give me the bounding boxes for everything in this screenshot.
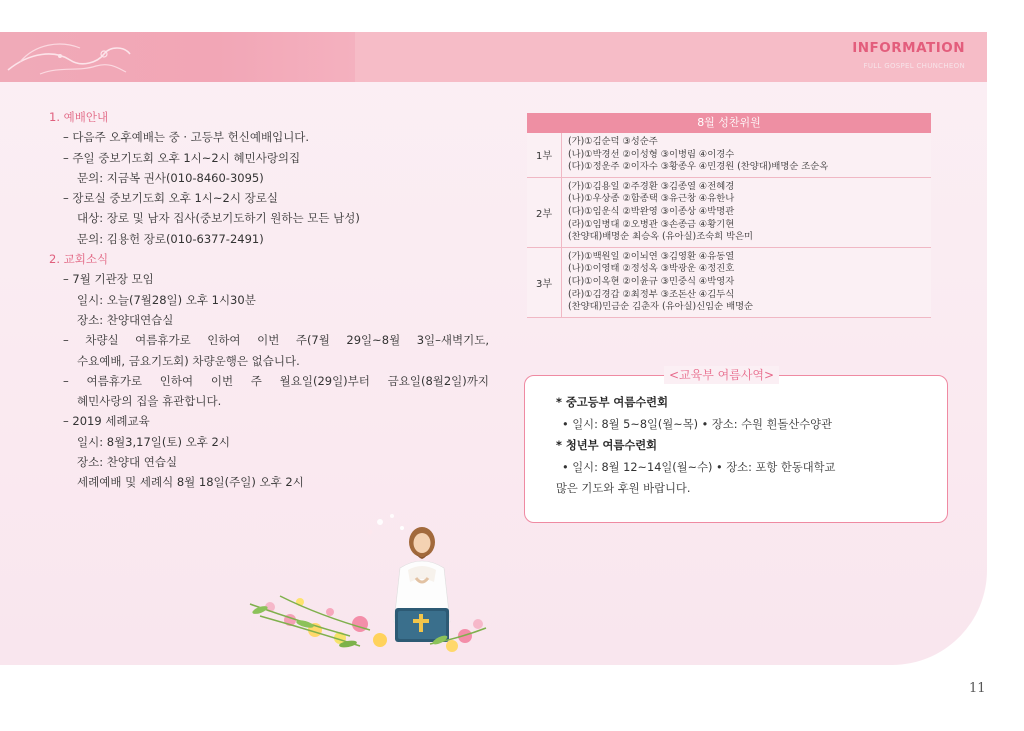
section-title: 2. 교회소식 [49, 252, 109, 267]
notice-line: – 차량실 여름휴가로 인하여 이번 주(7월 29일~8월 3일–새벽기도, [63, 333, 489, 348]
page-header [0, 32, 987, 82]
notice-line: 혜민사랑의 집을 휴관합니다. [77, 394, 222, 409]
row-line: (다)①정운주 ②이자수 ③황종우 ④민경원 (찬양대)배명순 조순옥 [568, 161, 829, 173]
row-line: (가)①백원일 ②이뇌연 ③김영환 ④유동열 [568, 250, 735, 262]
notice-line: 대상: 장로 및 남자 집사(중보기도하기 원하는 모든 남성) [77, 211, 360, 226]
row-label: 2부 [527, 178, 562, 247]
table-row [527, 248, 931, 318]
retreat-detail: • 일시: 8월 5~8일(월~목) • 장소: 수원 흰돌산수양관 [562, 417, 832, 431]
row-line: (찬양대)민금순 김춘자 (유아실)신임순 배명순 [568, 301, 754, 313]
jesus-figure-icon [394, 527, 450, 622]
notice-line: – 다음주 오후예배는 중 · 고등부 헌신예배입니다. [63, 130, 310, 145]
row-line: (가)①김순덕 ③성순주 [568, 136, 658, 147]
row-line: (찬양대)배명순 최승옥 (유아실)조숙희 박은미 [568, 231, 754, 243]
row-content [562, 248, 931, 317]
notice-line: – 2019 세례교육 [63, 414, 150, 429]
header-band-left [0, 32, 355, 82]
row-content [562, 178, 931, 247]
retreat-detail: • 일시: 8월 12~14일(월~수) • 장소: 포항 한동대학교 [562, 460, 836, 474]
row-line: (가)①김용일 ②주경환 ③김종열 ④전혜경 [568, 180, 735, 192]
jesus-with-flowers-illustration [230, 512, 490, 656]
page-number: 11 [969, 681, 986, 696]
notice-line: 장소: 찬양대 연습실 [77, 455, 178, 470]
notice-line: 장소: 찬양대연습실 [77, 312, 174, 327]
table-row [527, 133, 931, 178]
swirl-ornament-icon [0, 32, 150, 82]
row-line: (나)①박경선 ②이성형 ③이병림 ④이경수 [568, 148, 735, 160]
row-line: (다)①임운식 ②박완영 ③이종상 ④박명관 [568, 205, 735, 217]
notice-line: 문의: 김용헌 장로(010-6377-2491) [77, 231, 264, 246]
notice-line: 문의: 지금복 권사(010-8460-3095) [77, 170, 264, 185]
communion-committee-table [527, 113, 931, 318]
table-title: 8월 성찬위원 [527, 113, 931, 133]
flower-bouquet-icon [250, 596, 486, 652]
summer-box-title-row [524, 366, 949, 384]
retreat-heading: * 청년부 여름수련회 [556, 439, 658, 452]
summer-box-title: <교육부 여름사역> [664, 366, 779, 384]
row-line: (라)①임병대 ②오병관 ③손종금 ④황기현 [568, 218, 735, 230]
row-label: 3부 [527, 248, 562, 317]
closing-note: 많은 기도와 후원 바랍니다. [556, 482, 691, 495]
table-row [527, 178, 931, 248]
notice-line: 수요예배, 금요기도회) 차량운행은 없습니다. [77, 353, 300, 368]
notice-line: – 7월 기관장 모임 [63, 272, 154, 287]
header-subtitle: FULL GOSPEL CHUNCHEON [863, 62, 965, 70]
row-label: 1부 [527, 133, 562, 177]
row-line: (다)①이옥현 ②이윤규 ③민중식 ④박영자 [568, 275, 735, 287]
summer-box-content [556, 392, 835, 500]
notice-column [49, 107, 489, 493]
retreat-heading: * 중고등부 여름수련회 [556, 396, 668, 409]
notice-line: – 장로실 중보기도회 오후 1시~2시 장로실 [63, 191, 278, 206]
row-line: (나)①우상종 ②함종택 ③유근창 ④유한나 [568, 193, 735, 205]
section-worship [49, 107, 489, 249]
section-title: 1. 예배안내 [49, 110, 109, 124]
notice-line: – 주일 중보기도회 오후 1시~2시 혜민사랑의집 [63, 150, 301, 165]
flower-sparkle-icon [368, 514, 405, 535]
header-title: INFORMATION [852, 40, 965, 56]
header-band-right [355, 32, 987, 82]
notice-line: 일시: 8월3,17일(토) 오후 2시 [77, 434, 230, 449]
notice-line: – 여름휴가로 인하여 이번 주 월요일(29일)부터 금요일(8월2일)까지 [63, 373, 489, 388]
notice-line: 일시: 오늘(7월28일) 오후 1시30분 [77, 292, 256, 307]
row-line: (라)①김경갑 ②최정부 ③조돈산 ④김두식 [568, 288, 735, 300]
section-church-news [49, 249, 489, 493]
notice-line: 세례예배 및 세례식 8월 18일(주일) 오후 2시 [77, 475, 304, 490]
row-content [562, 133, 931, 177]
row-line: (나)①이영태 ②정성옥 ③박광운 ④정진호 [568, 263, 735, 275]
